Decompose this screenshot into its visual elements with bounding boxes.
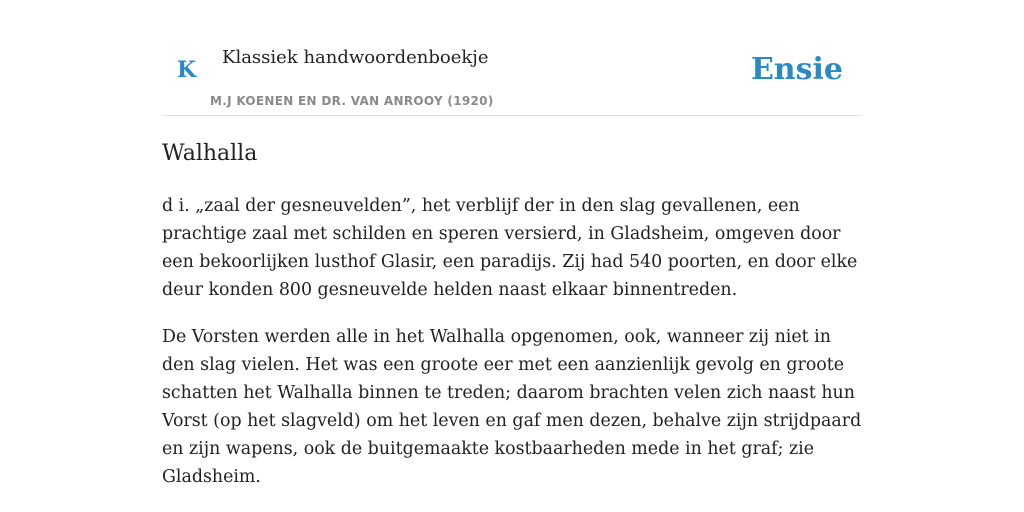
ensie-brand-logo[interactable]: Ensie	[750, 52, 843, 87]
dictionary-logo-icon[interactable]: K	[177, 57, 197, 83]
definition-paragraph: De Vorsten werden alle in het Walhalla opgenomen, ook, wanneer zij niet in den slag vielen. Het was een groote eer met een aanzienlijk gevolg en groote schatten het Walhalla binnen te treden; daarom brachten velen zich naast hun Vorst (op het slagveld) om het leven en gaf men dezen, behalve zijn strijdpaard en zijn wapens, ook de buitgemaakte kostbaarheden mede in het graf; zie Gladsheim.	[162, 327, 862, 487]
dictionary-title-link[interactable]: Klassiek handwoordenboekje	[222, 47, 489, 68]
dictionary-authors: M.J KOENEN EN DR. VAN ANROOY (1920)	[210, 94, 494, 108]
entry-title: Walhalla	[162, 141, 258, 166]
dictionary-header	[162, 0, 862, 116]
entry-definition	[162, 192, 862, 510]
definition-paragraph: d i. „zaal der gesneuvelden”, het verblijf der in den slag gevallenen, een prachtige zaal met schilden en speren versierd, in Gladsheim, omgeven door een bekoorlijken lusthof Glasir, een paradijs. Zij had 540 poorten, en door elke deur konden 800 gesneuvelde helden naast elkaar binnentreden.	[162, 196, 858, 300]
